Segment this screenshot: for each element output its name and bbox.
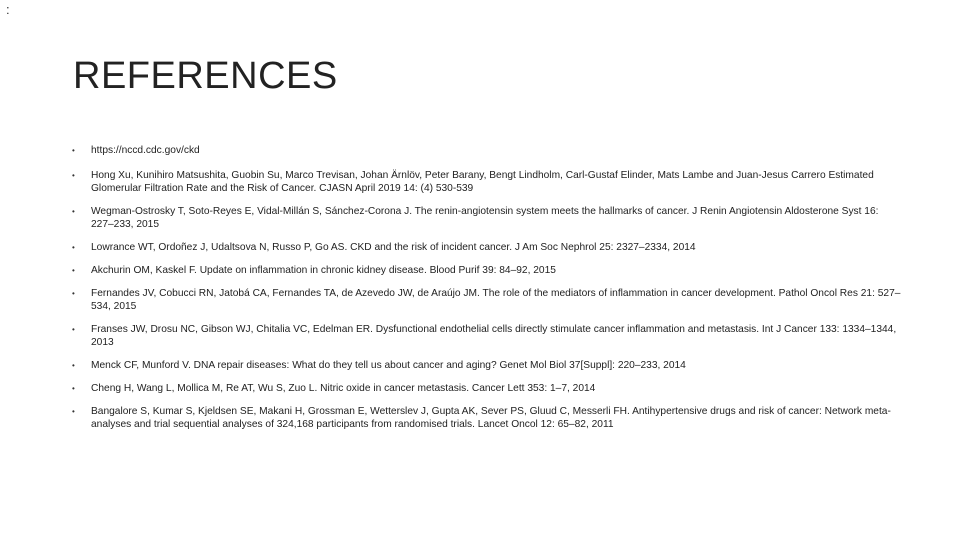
reference-text: Hong Xu, Kunihiro Matsushita, Guobin Su, Marco Trevisan, Johan Ärnlöv, Peter Barany, Bengt Lindholm, Carl-Gustaf Elinder, Mats Lambe and Juan-Jesus Carrero Estimated Glomerular Filtration Rate and the Risk of Cancer. CJASN April 2019 14: (4) 530-539 <box>91 170 874 194</box>
bullet-icon: • <box>72 266 75 275</box>
bullet-icon: • <box>72 146 75 155</box>
bullet-icon: • <box>72 325 75 334</box>
reference-item <box>72 288 902 313</box>
reference-text: Fernandes JV, Cobucci RN, Jatobá CA, Fernandes TA, de Azevedo JW, de Araújo JM. The role of the mediators of inflammation in cancer development. Pathol Oncol Res 21: 527–534, 2015 <box>91 288 901 312</box>
bullet-icon: • <box>72 171 75 180</box>
bullet-icon: • <box>72 361 75 370</box>
reference-item <box>72 145 902 158</box>
reference-item <box>72 324 902 349</box>
reference-item <box>72 265 902 278</box>
reference-text: Bangalore S, Kumar S, Kjeldsen SE, Makani H, Grossman E, Wetterslev J, Gupta AK, Sever PS, Gluud C, Messerli FH. Antihypertensive drugs and risk of cancer: Network meta-analyses and trial sequential analyses of 324,168 participants from randomised trials. Lancet Oncol 12: 65–82, 2011 <box>91 406 891 430</box>
bullet-icon: • <box>72 407 75 416</box>
reference-item <box>72 383 902 396</box>
bullet-icon: • <box>72 243 75 252</box>
corner-mark: : <box>6 2 10 17</box>
reference-item <box>72 206 902 231</box>
bullet-icon: • <box>72 384 75 393</box>
reference-text: Menck CF, Munford V. DNA repair diseases: What do they tell us about cancer and aging? Genet Mol Biol 37[Suppl]: 220–233, 2014 <box>91 360 686 371</box>
reference-item <box>72 242 902 255</box>
reference-item <box>72 170 902 195</box>
reference-text: Wegman-Ostrosky T, Soto-Reyes E, Vidal-Millán S, Sánchez-Corona J. The renin-angiotensin system meets the hallmarks of cancer. J Renin Angiotensin Aldosterone Syst 16: 227–233, 2015 <box>91 206 879 230</box>
reference-text: https://nccd.cdc.gov/ckd <box>91 145 200 156</box>
page-title: REFERENCES <box>73 55 338 97</box>
reference-text: Lowrance WT, Ordoñez J, Udaltsova N, Russo P, Go AS. CKD and the risk of incident cancer. J Am Soc Nephrol 25: 2327–2334, 2014 <box>91 242 696 253</box>
bullet-icon: • <box>72 207 75 216</box>
reference-text: Akchurin OM, Kaskel F. Update on inflammation in chronic kidney disease. Blood Purif 39: 84–92, 2015 <box>91 265 556 276</box>
reference-text: Cheng H, Wang L, Mollica M, Re AT, Wu S, Zuo L. Nitric oxide in cancer metastasis. Cancer Lett 353: 1–7, 2014 <box>91 383 596 394</box>
reference-item <box>72 360 902 373</box>
reference-text: Franses JW, Drosu NC, Gibson WJ, Chitalia VC, Edelman ER. Dysfunctional endothelial cells directly stimulate cancer inflammation and metastasis. Int J Cancer 133: 1334–1344, 2013 <box>91 324 897 348</box>
reference-item <box>72 406 902 431</box>
bullet-icon: • <box>72 289 75 298</box>
